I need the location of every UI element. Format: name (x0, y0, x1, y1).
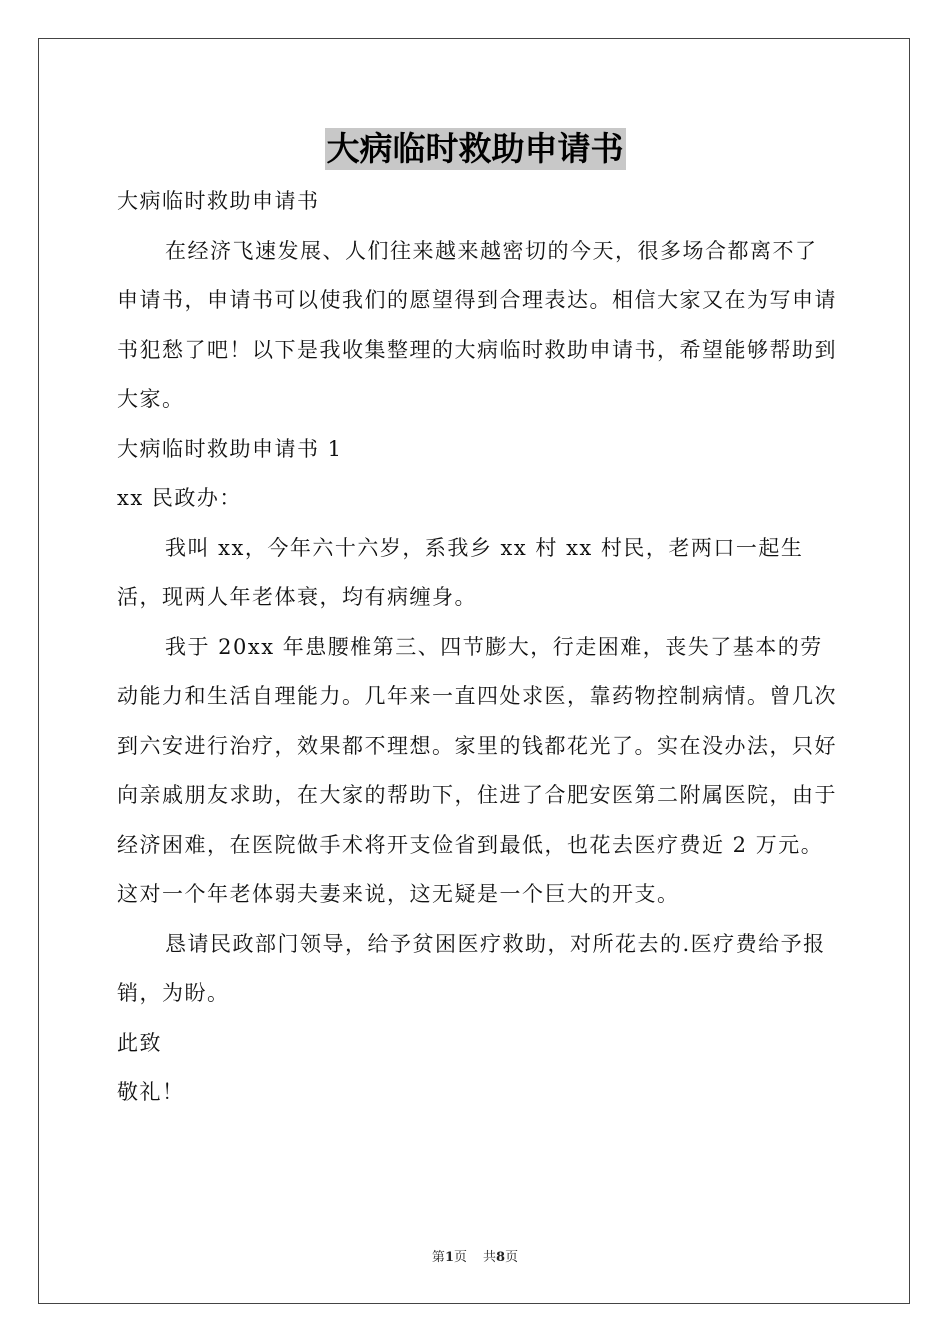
paragraph: xx 民政办： (117, 486, 242, 510)
document-title: 大病临时救助申请书 (326, 129, 624, 168)
page-footer (0, 1246, 950, 1265)
paragraph: 我叫 xx，今年六十六岁，系我乡 xx 村 xx 村民，老两口一起生活，现两人年老体衰，均有病缠身。 (117, 535, 804, 609)
paragraph: 此致 (117, 1030, 162, 1055)
paragraph: 大病临时救助申请书 (117, 189, 320, 213)
page-prefix: 第 (431, 1250, 445, 1265)
paragraph: 大病临时救助申请书 1 (117, 436, 343, 461)
page-suffix: 页 (453, 1250, 467, 1265)
total-suffix: 页 (505, 1250, 519, 1265)
total-prefix: 共 (483, 1250, 497, 1265)
paragraph: 敬礼！ (117, 1080, 185, 1104)
paragraph: 恳请民政部门领导，给予贫困医疗救助，对所花去的.医疗费给予报销，为盼。 (117, 931, 826, 1005)
paragraph: 我于 20xx 年患腰椎第三、四节膨大，行走困难，丧失了基本的劳动能力和生活自理能力。几年来一直四处求医，靠药物控制病情。曾几次到六安进行治疗，效果都不理想。家里的钱都花光了。实在没办法，只好向亲戚朋友求助，在大家的帮助下，住进了合肥安医第二附属医院，由于经济困难，在医院做手术将开支俭省到最低，也花去医疗费近 2 万元。这对一个年老体弱夫妻来说，这无疑是一个巨大的开支。 (117, 634, 837, 906)
paragraph: 在经济飞速发展、人们往来越来越密切的今天，很多场合都离不了申请书，申请书可以使我们的愿望得到合理表达。相信大家又在为写申请书犯愁了吧！以下是我收集整理的大病临时救助申请书，希望能够帮助到大家。 (117, 238, 837, 411)
page-current: 1 (444, 1250, 454, 1265)
page-total: 8 (496, 1250, 506, 1265)
document-body (117, 177, 837, 1118)
title-container (0, 128, 950, 170)
